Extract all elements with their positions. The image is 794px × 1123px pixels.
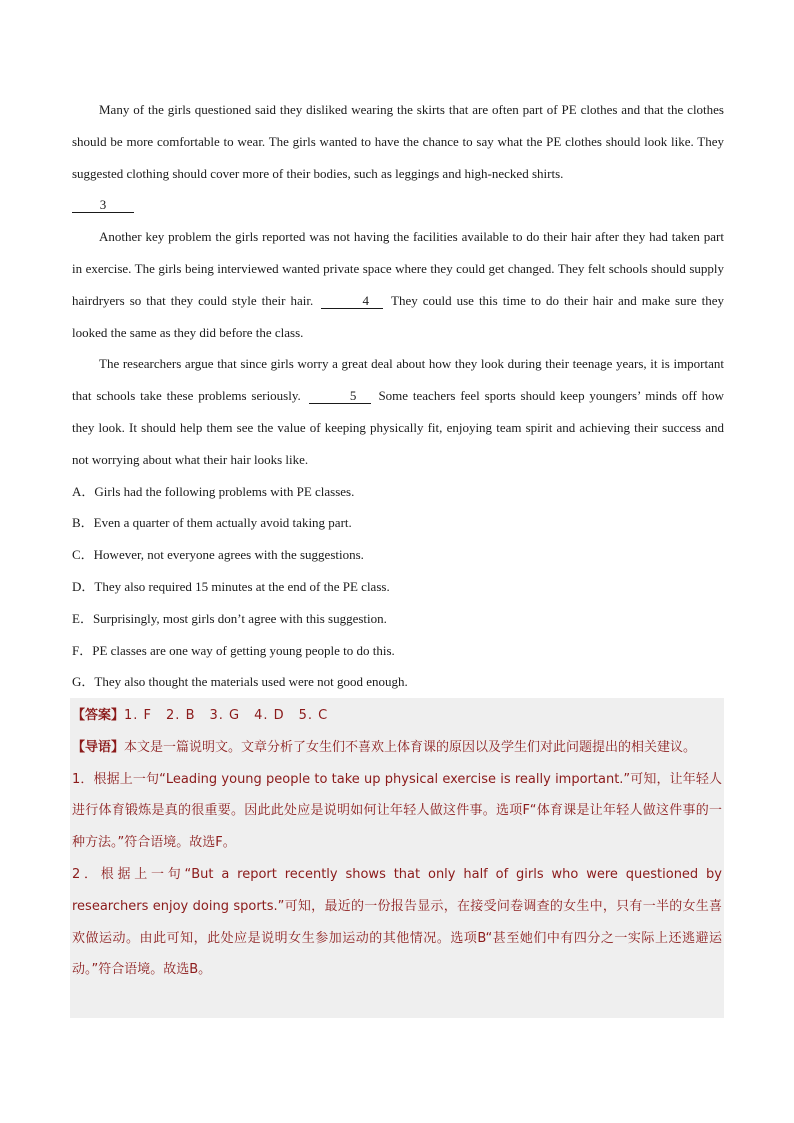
paragraph-2-after: They could use this time to do their hair and make sure they looked the same as they did before the class. — [72, 292, 725, 340]
answer-line — [72, 700, 722, 732]
guide-line — [72, 732, 722, 764]
paragraph-3 — [72, 348, 724, 475]
guide-tag: 【导语】 — [72, 739, 125, 755]
blank-4[interactable]: 4 — [321, 294, 383, 309]
option-b: B．Even a quarter of them actually avoid taking part. — [72, 515, 352, 531]
option-d: D．They also required 15 minutes at the end of the PE class. — [72, 578, 390, 594]
passage — [72, 94, 724, 698]
explanation-1: 1．根据上一句“Leading young people to take up physical exercise is really important.”可知，让年轻人进行体育锻炼是真的很重要。因此此处应是说明如何让年轻人做这件事。选项F“体育课是让年轻人做这件事的一种方法。”符合语境。故选F。 — [72, 771, 722, 851]
options-list — [72, 476, 724, 699]
blank-3[interactable]: 3 — [72, 198, 134, 213]
explanation-2: 2．根据上一句“But a report recently shows that only half of girls who were questioned by researchers enjoy doing sports.”可知，最近的一份报告显示，在接受问卷调查的女生中，只有一半的女生喜欢做运动。由此可知，此处应是说明女生参加运动的其他情况。选项B“甚至她们中有四分之一实际上还逃避运动。”符合语境。故选B。 — [72, 866, 722, 978]
blank-line-3 — [72, 189, 724, 221]
blank-5[interactable]: 5 — [309, 389, 371, 404]
paragraph-2-before: Another key problem the girls reported was not having the facilities available to do their hair after they had taken part in exercise. The girls being interviewed wanted private space where they could get changed. They felt schools should supply hairdryers so that they could style their hair. — [72, 229, 724, 308]
analysis-section — [72, 700, 722, 986]
option-e: E．Surprisingly, most girls don’t agree with this suggestion. — [72, 610, 387, 626]
answer-list: 1. F 2. B 3. G 4. D 5. C — [124, 708, 329, 723]
paragraph-3-after: Some teachers feel sports should keep youngers’ minds off how they look. It should help them see the value of keeping physically fit, enjoying team spirit and achieving their success and not worrying about what their hair looks like. — [72, 388, 725, 467]
option-f: F．PE classes are one way of getting young people to do this. — [72, 642, 395, 658]
option-c: C．However, not everyone agrees with the suggestions. — [72, 547, 364, 563]
answer-tag: 【答案】 — [72, 708, 125, 723]
option-g: G．They also thought the materials used were not good enough. — [72, 674, 408, 690]
paragraph-3-before: The researchers argue that since girls worry a great deal about how they look during their teenage years, it is important that schools take these problems seriously. — [72, 356, 724, 404]
paragraph-2 — [72, 221, 724, 348]
paragraph-1: Many of the girls questioned said they disliked wearing the skirts that are often part of PE clothes and that the clothes should be more comfortable to wear. The girls wanted to have the chance to say what the PE clothes should look like. They suggested clothing should cover more of their bodies, such as leggings and high-necked shirts. — [72, 102, 724, 181]
option-a: A．Girls had the following problems with PE classes. — [72, 483, 355, 499]
guide-text: 本文是一篇说明文。文章分析了女生们不喜欢上体育课的原因以及学生们对此问题提出的相关建议。 — [124, 739, 697, 755]
